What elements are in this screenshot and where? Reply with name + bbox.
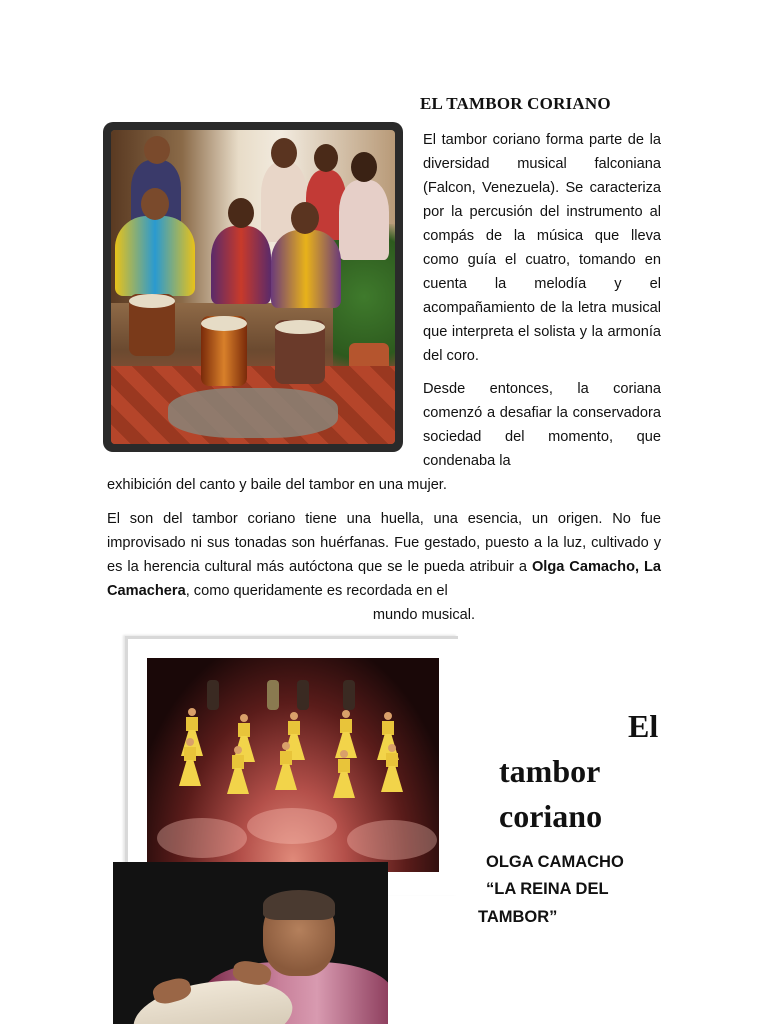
third-paragraph-text-end: , como queridamente es recordada en el (185, 583, 448, 599)
musicians-photo (103, 122, 403, 452)
page-title: EL TAMBOR CORIANO (420, 94, 611, 113)
subtitle-line-1: OLGA CAMACHO (486, 853, 624, 871)
big-title-line-1: El (628, 708, 659, 744)
third-paragraph-text: El son del tambor coriano tiene una huella, una esencia, un origen. No fue improvisado ni sus tonadas son huérfanas. Fue gestado, puesto a la luz, cultivado y es la herencia cultural más autóctona que se le pueda atribuir a (107, 511, 661, 575)
highlighted-name: Olga Camacho, La Camachera (107, 559, 661, 599)
dancers-photo (147, 658, 439, 872)
third-paragraph-last-line: mundo musical. (372, 607, 476, 623)
subtitle-line-2: “LA REINA DEL (486, 880, 609, 898)
second-paragraph-continued: exhibición del canto y baile del tambor en una mujer. (107, 477, 447, 493)
third-paragraph (107, 507, 661, 627)
big-title-line-2: tambor (499, 753, 601, 789)
intro-paragraph: El tambor coriano forma parte de la diversidad musical falconiana (Falcon, Venezuela). Se caracteriza por la percusión del instrumento al compás de la música que lleva como guía el cuatro, tomando en cuenta la melodía y el acompañamiento de la letra musical que interpreta el solista y la armonía del coro. (423, 132, 661, 364)
second-paragraph: Desde entonces, la coriana comenzó a desafiar la conservadora sociedad del momento, que condenaba la (423, 381, 661, 469)
olga-camacho-photo (113, 862, 388, 1024)
subtitle-line-3: TAMBOR” (478, 908, 558, 926)
big-title-line-3: coriano (499, 798, 603, 834)
